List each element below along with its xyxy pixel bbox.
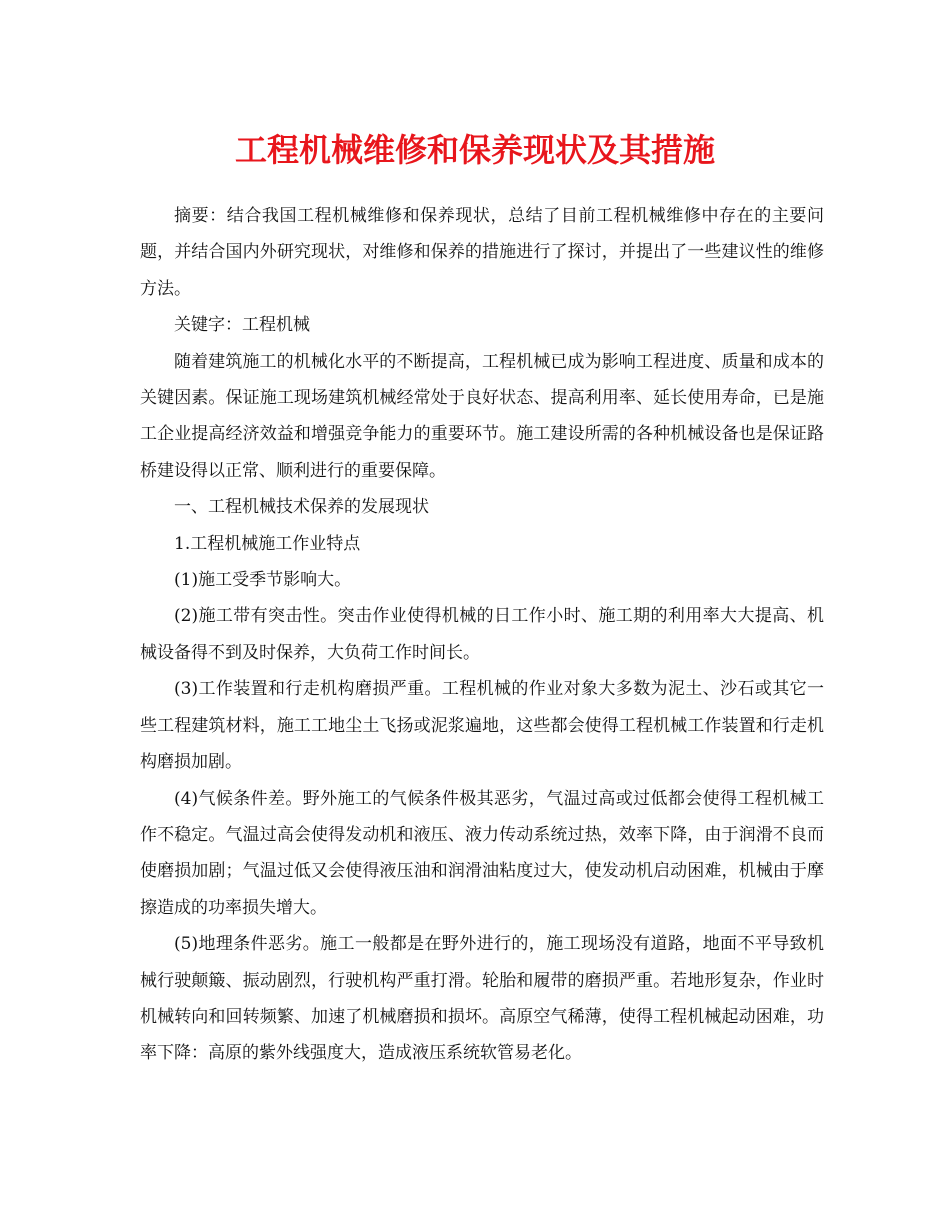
- intro-paragraph: 随着建筑施工的机械化水平的不断提高，工程机械已成为影响工程进度、质量和成本的关键因素。保证施工现场建筑机械经常处于良好状态、提高利用率、延长使用寿命，已是施工企业提高经济效益和增强竞争能力的重要环节。施工建设所需的各种机械设备也是保证路桥建设得以正常、顺利进行的重要保障。: [140, 351, 824, 481]
- abstract-paragraph: 摘要：结合我国工程机械维修和保养现状，总结了目前工程机械维修中存在的主要问题，并结合国内外研究现状，对维修和保养的措施进行了探讨，并提出了一些建议性的维修方法。: [140, 206, 824, 299]
- document-title: 工程机械维修和保养现状及其措施: [234, 131, 715, 169]
- list-item: (1)施工受季节影响大。: [174, 570, 352, 591]
- keywords-paragraph: 关键字：工程机械: [174, 315, 310, 336]
- list-item: (5)地理条件恶劣。施工一般都是在野外进行的，施工现场没有道路，地面不平导致机械行驶颠簸、振动剧烈，行驶机构严重打滑。轮胎和履带的磨损严重。若地形复杂，作业时机械转向和回转频繁、加速了机械磨损和损坏。高原空气稀薄，使得工程机械起动困难，功率下降：高原的紫外线强度大，造成液压系统软管易老化。: [140, 934, 824, 1064]
- list-item: (4)气候条件差。野外施工的气候条件极其恶劣，气温过高或过低都会使得工程机械工作不稳定。气温过高会使得发动机和液压、液力传动系统过热，效率下降，由于润滑不良而使磨损加剧；气温过低又会使得液压油和润滑油粘度过大，使发动机启动困难，机械由于摩擦造成的功率损失增大。: [140, 788, 824, 918]
- subsection-heading: 1.工程机械施工作业特点: [174, 533, 361, 554]
- document-body: [140, 198, 824, 1072]
- list-item: (3)工作装置和行走机构磨损严重。工程机械的作业对象大多数为泥土、沙石或其它一些工程建筑材料，施工工地尘土飞扬或泥浆遍地，这些都会使得工程机械工作装置和行走机构磨损加剧。: [140, 679, 824, 773]
- section-heading: 一、工程机械技术保养的发展现状: [174, 497, 429, 518]
- list-item: (2)施工带有突击性。突击作业使得机械的日工作小时、施工期的利用率大大提高、机械设备得不到及时保养，大负荷工作时间长。: [140, 606, 824, 663]
